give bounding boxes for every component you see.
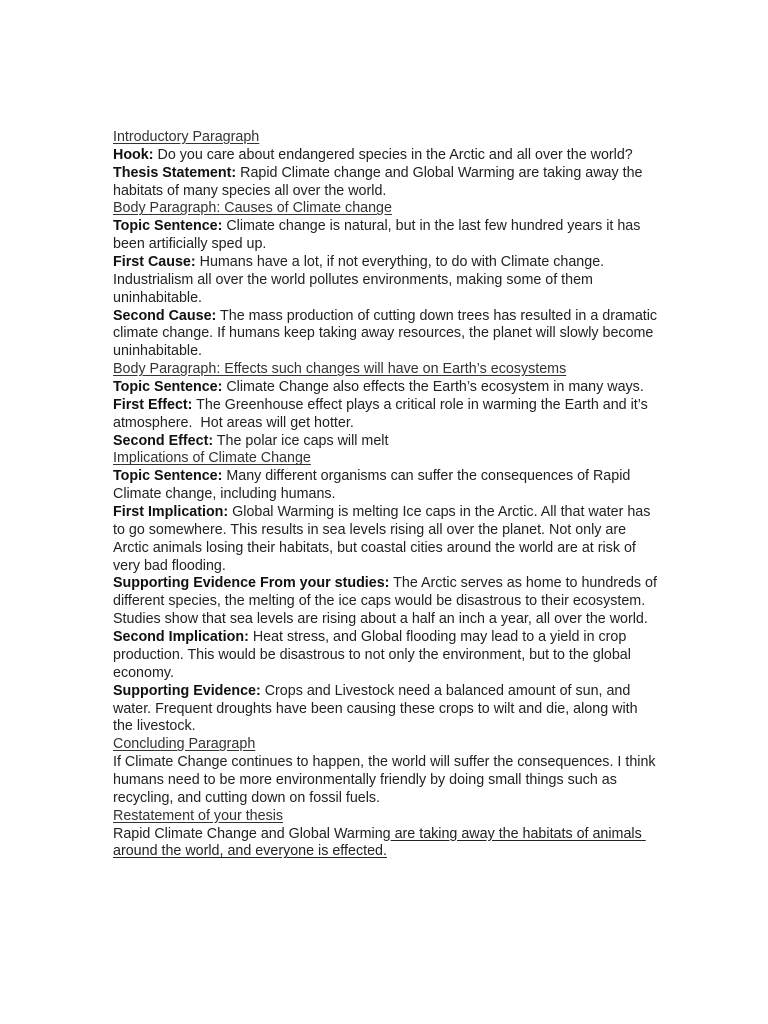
body1-topic-text: Climate change is natural, but in the last few hundred years it has been artificially sped up. (113, 218, 645, 253)
section-heading-implications: Implications of Climate Change (113, 450, 311, 467)
first-effect-item (113, 397, 658, 433)
section-heading-effects: Body Paragraph: Effects such changes will have on Earth’s ecosystems (113, 361, 567, 378)
body2-topic-item (113, 379, 658, 397)
restatement-underlined-text: are taking away the habitats of animals around the world, and everyone is effected. (113, 825, 646, 860)
body2-topic-text: Climate Change also effects the Earth’s ecosystem in many ways. (222, 379, 644, 396)
section-heading-restatement: Restatement of your thesis (113, 807, 284, 824)
section-heading-introductory: Introductory Paragraph (113, 129, 260, 145)
impl-topic-text: Many different organisms can suffer the consequences of Rapid Climate change, including humans. (113, 468, 635, 503)
body1-topic-label: Topic Sentence: (113, 218, 223, 235)
thesis-label: Thesis Statement: (113, 164, 237, 181)
conclusion-text: If Climate Change continues to happen, the world will suffer the consequences. I think humans need to be more environmentally friendly by doing small things such as recycling, and cutting down on fossil fuels. (113, 754, 660, 806)
impl-topic-label: Topic Sentence: (113, 468, 223, 485)
supporting-evidence-2-text: Crops and Livestock need a balanced amount of sun, and water. Frequent droughts have been causing these crops to wilt and die, along with the livestock. (113, 682, 642, 735)
section-heading-causes: Body Paragraph: Causes of Climate change (113, 200, 392, 217)
supporting-evidence-1-text: The Arctic serves as home to hundreds of different species, the melting of the ice caps would be disastrous to their ecosystem. Studies show that sea levels are rising about a half an inch a year, all over the world. (113, 575, 661, 628)
second-effect-text: The polar ice caps will melt (213, 432, 389, 449)
second-implication-item (113, 629, 658, 683)
hook-item (113, 147, 658, 165)
first-cause-item (113, 254, 658, 308)
restatement-item (113, 826, 658, 862)
impl-topic-item (113, 468, 658, 504)
thesis-item (113, 165, 658, 201)
thesis-text: Rapid Climate change and Global Warming are taking away the habitats of many species all over the world. (113, 164, 647, 199)
second-effect-item (113, 433, 658, 451)
first-cause-label: First Cause: (113, 254, 196, 271)
hook-text: Do you care about endangered species in the Arctic and all over the world? (153, 146, 633, 163)
first-cause-text: Humans have a lot, if not everything, to do with Climate change. Industrialism all over the world pollutes environments, making some of them uninhabitable. (113, 254, 609, 306)
first-implication-label: First Implication: (113, 504, 229, 521)
essay-outline (113, 129, 662, 861)
second-cause-label: Second Cause: (113, 307, 217, 324)
hook-label: Hook: (113, 146, 154, 163)
supporting-evidence-1-item (113, 575, 661, 629)
second-effect-label: Second Effect: (113, 432, 214, 449)
first-effect-label: First Effect: (113, 396, 193, 413)
first-implication-text: Global Warming is melting Ice caps in the Arctic. All that water has to go somewhere. This results in sea levels rising all over the planet. Not only are Arctic animals losing their habitats, but coastal cities around the world are at risk of very bad flooding. (113, 504, 655, 574)
second-cause-text: The mass production of cutting down trees has resulted in a dramatic climate change. If humans keep taking away resources, the planet will slowly become uninhabitable. (113, 307, 662, 360)
supporting-evidence-1-label: Supporting Evidence From your studies: (113, 575, 390, 592)
first-implication-item (113, 504, 658, 575)
body1-topic-item (113, 218, 658, 254)
second-cause-item (113, 307, 662, 362)
supporting-evidence-2-label: Supporting Evidence: (113, 682, 261, 699)
second-implication-text: Heat stress, and Global flooding may lead to a yield in crop production. This would be disastrous to not only the environment, but to the global economy. (113, 629, 635, 681)
restatement-plain-text: Rapid Climate Change and Global Warming (113, 825, 391, 842)
body2-topic-label: Topic Sentence: (113, 379, 223, 396)
first-effect-text: The Greenhouse effect plays a critical role in warming the Earth and it’s atmosphere. Hot areas will get hotter. (113, 396, 652, 431)
supporting-evidence-2-item (113, 683, 658, 737)
section-heading-concluding: Concluding Paragraph (113, 736, 256, 753)
second-implication-label: Second Implication: (113, 629, 249, 646)
